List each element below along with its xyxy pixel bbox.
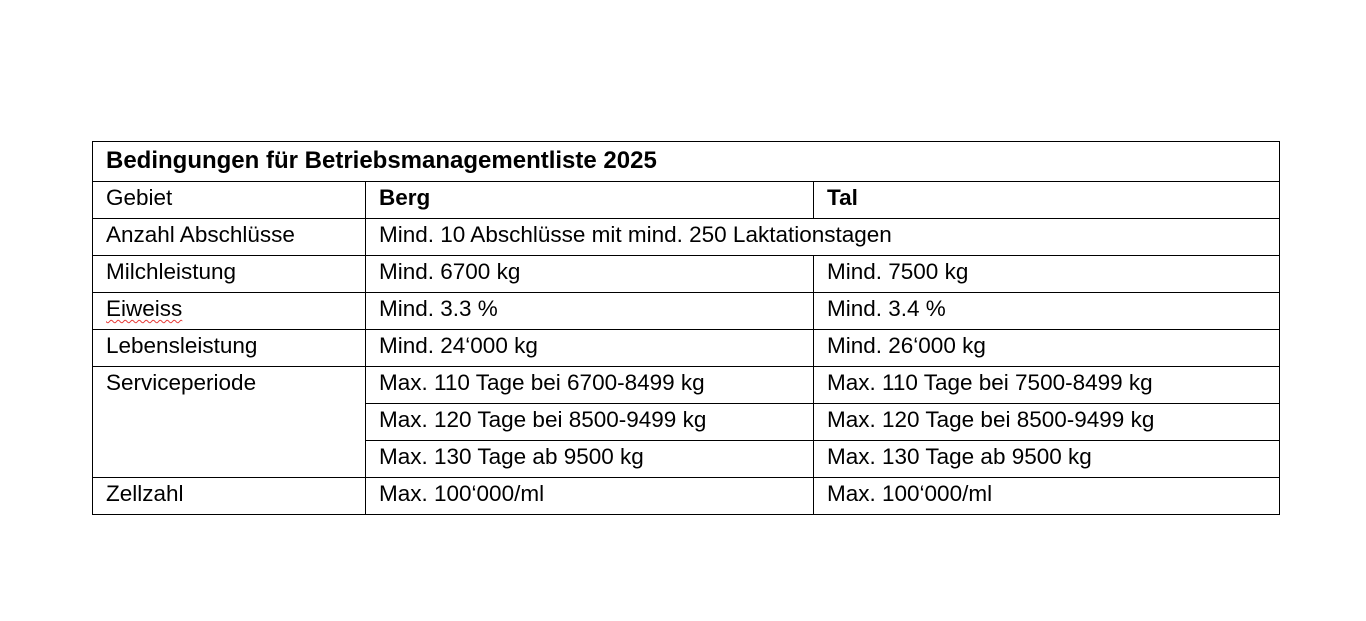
row-label: Zellzahl xyxy=(106,481,184,506)
row-label: Eiweiss xyxy=(106,296,183,321)
row-label: Milchleistung xyxy=(106,259,237,284)
berg-value: Mind. 3.3 % xyxy=(379,296,498,321)
berg-value: Max. 130 Tage ab 9500 kg xyxy=(379,444,644,469)
tal-value: Mind. 3.4 % xyxy=(827,296,946,321)
table-row xyxy=(93,219,1280,256)
tal-value-cell xyxy=(814,441,1280,478)
tal-value-cell xyxy=(814,367,1280,404)
berg-value-cell xyxy=(366,404,814,441)
berg-value: Mind. 24‘000 kg xyxy=(379,333,538,358)
berg-value: Max. 100‘000/ml xyxy=(379,481,545,506)
row-label: Anzahl Abschlüsse xyxy=(106,222,295,247)
row-label-cell xyxy=(93,219,366,256)
row-label-cell xyxy=(93,293,366,330)
table-title-row xyxy=(93,142,1280,182)
tal-value: Max. 130 Tage ab 9500 kg xyxy=(827,444,1092,469)
row-label: Serviceperiode xyxy=(106,370,257,395)
tal-value: Mind. 7500 kg xyxy=(827,259,969,284)
header-label-berg: Berg xyxy=(379,185,431,210)
tal-value: Mind. 26‘000 kg xyxy=(827,333,986,358)
table-title: Bedingungen für Betriebsmanagementliste 2025 xyxy=(106,147,657,174)
tal-value: Max. 120 Tage bei 8500-9499 kg xyxy=(827,407,1155,432)
berg-value-cell xyxy=(366,256,814,293)
row-label: Lebensleistung xyxy=(106,333,258,358)
tal-value-cell xyxy=(814,256,1280,293)
berg-value: Max. 120 Tage bei 8500-9499 kg xyxy=(379,407,707,432)
table-row xyxy=(93,256,1280,293)
table-row xyxy=(93,367,1280,404)
berg-value-cell xyxy=(366,293,814,330)
header-label-tal: Tal xyxy=(827,185,858,210)
table-row xyxy=(93,330,1280,367)
berg-value-cell xyxy=(366,330,814,367)
tal-value: Max. 100‘000/ml xyxy=(827,481,993,506)
tal-value-cell xyxy=(814,478,1280,515)
table-row xyxy=(93,293,1280,330)
row-label-cell xyxy=(93,478,366,515)
tal-value-cell xyxy=(814,330,1280,367)
conditions-table xyxy=(92,141,1280,515)
header-cell-gebiet xyxy=(93,182,366,219)
header-label-gebiet: Gebiet xyxy=(106,185,173,210)
berg-value: Max. 110 Tage bei 6700-8499 kg xyxy=(379,370,705,395)
tal-value: Max. 110 Tage bei 7500-8499 kg xyxy=(827,370,1153,395)
tal-value-cell xyxy=(814,293,1280,330)
table-header-row xyxy=(93,182,1280,219)
row-label-cell xyxy=(93,256,366,293)
tal-value-cell xyxy=(814,404,1280,441)
berg-value-cell xyxy=(366,478,814,515)
row-label-cell xyxy=(93,367,366,478)
berg-value-cell xyxy=(366,441,814,478)
header-cell-berg xyxy=(366,182,814,219)
berg-value-cell xyxy=(366,367,814,404)
row-label-cell xyxy=(93,330,366,367)
berg-value: Mind. 6700 kg xyxy=(379,259,521,284)
table-row xyxy=(93,478,1280,515)
row-value: Mind. 10 Abschlüsse mit mind. 250 Laktationstagen xyxy=(379,222,892,247)
table-title-cell xyxy=(93,142,1280,182)
header-cell-tal xyxy=(814,182,1280,219)
merged-value-cell xyxy=(366,219,1280,256)
